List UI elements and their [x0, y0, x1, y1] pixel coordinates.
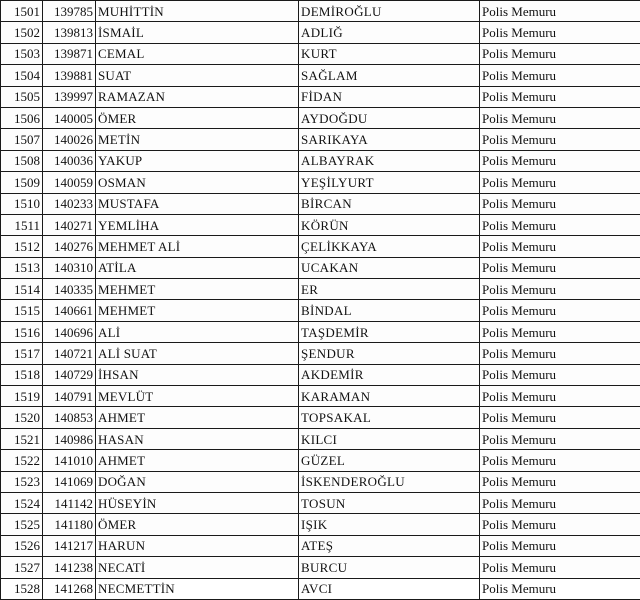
row-number-cell: 1501 [1, 1, 43, 22]
first-name-cell: ALİ [96, 321, 299, 342]
last-name-cell: TAŞDEMİR [299, 321, 480, 342]
title-cell: Polis Memuru [480, 257, 640, 278]
last-name-cell: ATEŞ [299, 535, 480, 556]
sicil-number-cell: 140729 [43, 364, 96, 385]
last-name-cell: AKDEMİR [299, 364, 480, 385]
first-name-cell: YAKUP [96, 150, 299, 171]
last-name-cell: ÇELİKKAYA [299, 236, 480, 257]
row-number-cell: 1522 [1, 450, 43, 471]
title-cell: Polis Memuru [480, 22, 640, 43]
first-name-cell: İSMAİL [96, 22, 299, 43]
table-row [1, 236, 640, 257]
title-cell: Polis Memuru [480, 321, 640, 342]
first-name-cell: ÖMER [96, 514, 299, 535]
sicil-number-cell: 140986 [43, 428, 96, 449]
table-row [1, 578, 640, 599]
title-cell: Polis Memuru [480, 193, 640, 214]
row-number-cell: 1505 [1, 86, 43, 107]
table-row [1, 364, 640, 385]
table-row [1, 300, 640, 321]
first-name-cell: METİN [96, 129, 299, 150]
row-number-cell: 1502 [1, 22, 43, 43]
table-row [1, 43, 640, 64]
title-cell: Polis Memuru [480, 492, 640, 513]
last-name-cell: ŞENDUR [299, 343, 480, 364]
row-number-cell: 1503 [1, 43, 43, 64]
table-row [1, 86, 640, 107]
sicil-number-cell: 140036 [43, 150, 96, 171]
title-cell: Polis Memuru [480, 129, 640, 150]
first-name-cell: ATİLA [96, 257, 299, 278]
sicil-number-cell: 140791 [43, 386, 96, 407]
last-name-cell: KARAMAN [299, 386, 480, 407]
last-name-cell: ER [299, 279, 480, 300]
first-name-cell: ALİ SUAT [96, 343, 299, 364]
row-number-cell: 1523 [1, 471, 43, 492]
row-number-cell: 1506 [1, 107, 43, 128]
title-cell: Polis Memuru [480, 150, 640, 171]
last-name-cell: ADLIĞ [299, 22, 480, 43]
sicil-number-cell: 139881 [43, 65, 96, 86]
first-name-cell: SUAT [96, 65, 299, 86]
last-name-cell: AYDOĞDU [299, 107, 480, 128]
sicil-number-cell: 141010 [43, 450, 96, 471]
last-name-cell: KURT [299, 43, 480, 64]
first-name-cell: AHMET [96, 407, 299, 428]
title-cell: Polis Memuru [480, 1, 640, 22]
row-number-cell: 1528 [1, 578, 43, 599]
last-name-cell: KILCI [299, 428, 480, 449]
table-row [1, 535, 640, 556]
row-number-cell: 1521 [1, 428, 43, 449]
title-cell: Polis Memuru [480, 343, 640, 364]
sicil-number-cell: 140271 [43, 214, 96, 235]
sicil-number-cell: 140026 [43, 129, 96, 150]
last-name-cell: FİDAN [299, 86, 480, 107]
row-number-cell: 1524 [1, 492, 43, 513]
first-name-cell: MEVLÜT [96, 386, 299, 407]
title-cell: Polis Memuru [480, 386, 640, 407]
table-row [1, 321, 640, 342]
row-number-cell: 1518 [1, 364, 43, 385]
sicil-number-cell: 140059 [43, 172, 96, 193]
first-name-cell: MUHİTTİN [96, 1, 299, 22]
title-cell: Polis Memuru [480, 172, 640, 193]
first-name-cell: İHSAN [96, 364, 299, 385]
first-name-cell: HARUN [96, 535, 299, 556]
row-number-cell: 1512 [1, 236, 43, 257]
last-name-cell: YEŞİLYURT [299, 172, 480, 193]
table-row [1, 129, 640, 150]
table-row [1, 107, 640, 128]
first-name-cell: CEMAL [96, 43, 299, 64]
table-row [1, 214, 640, 235]
table-row [1, 450, 640, 471]
table-row [1, 279, 640, 300]
sicil-number-cell: 139997 [43, 86, 96, 107]
first-name-cell: AHMET [96, 450, 299, 471]
first-name-cell: MEHMET [96, 279, 299, 300]
table-row [1, 150, 640, 171]
last-name-cell: TOPSAKAL [299, 407, 480, 428]
row-number-cell: 1513 [1, 257, 43, 278]
title-cell: Polis Memuru [480, 107, 640, 128]
first-name-cell: MEHMET ALİ [96, 236, 299, 257]
table-row [1, 257, 640, 278]
last-name-cell: BİRCAN [299, 193, 480, 214]
sicil-number-cell: 140853 [43, 407, 96, 428]
last-name-cell: IŞIK [299, 514, 480, 535]
table-row [1, 386, 640, 407]
sicil-number-cell: 139785 [43, 1, 96, 22]
row-number-cell: 1507 [1, 129, 43, 150]
first-name-cell: MEHMET [96, 300, 299, 321]
row-number-cell: 1526 [1, 535, 43, 556]
sicil-number-cell: 140696 [43, 321, 96, 342]
table-row [1, 65, 640, 86]
table-row [1, 343, 640, 364]
title-cell: Polis Memuru [480, 407, 640, 428]
sicil-number-cell: 140310 [43, 257, 96, 278]
title-cell: Polis Memuru [480, 364, 640, 385]
sicil-number-cell: 141238 [43, 557, 96, 578]
first-name-cell: HASAN [96, 428, 299, 449]
title-cell: Polis Memuru [480, 535, 640, 556]
first-name-cell: YEMLİHA [96, 214, 299, 235]
last-name-cell: ALBAYRAK [299, 150, 480, 171]
row-number-cell: 1519 [1, 386, 43, 407]
row-number-cell: 1514 [1, 279, 43, 300]
last-name-cell: DEMİROĞLU [299, 1, 480, 22]
row-number-cell: 1508 [1, 150, 43, 171]
title-cell: Polis Memuru [480, 578, 640, 599]
row-number-cell: 1525 [1, 514, 43, 535]
first-name-cell: NECATİ [96, 557, 299, 578]
sicil-number-cell: 140233 [43, 193, 96, 214]
title-cell: Polis Memuru [480, 471, 640, 492]
last-name-cell: TOSUN [299, 492, 480, 513]
last-name-cell: BURCU [299, 557, 480, 578]
sicil-number-cell: 141268 [43, 578, 96, 599]
sicil-number-cell: 140276 [43, 236, 96, 257]
row-number-cell: 1515 [1, 300, 43, 321]
row-number-cell: 1516 [1, 321, 43, 342]
table-row [1, 172, 640, 193]
row-number-cell: 1517 [1, 343, 43, 364]
personnel-table-body [1, 1, 640, 600]
last-name-cell: GÜZEL [299, 450, 480, 471]
sicil-number-cell: 141180 [43, 514, 96, 535]
row-number-cell: 1509 [1, 172, 43, 193]
table-row [1, 22, 640, 43]
table-row [1, 514, 640, 535]
sicil-number-cell: 140661 [43, 300, 96, 321]
row-number-cell: 1510 [1, 193, 43, 214]
first-name-cell: OSMAN [96, 172, 299, 193]
table-row [1, 492, 640, 513]
table-row [1, 1, 640, 22]
last-name-cell: SAĞLAM [299, 65, 480, 86]
last-name-cell: AVCI [299, 578, 480, 599]
last-name-cell: UCAKAN [299, 257, 480, 278]
row-number-cell: 1511 [1, 214, 43, 235]
last-name-cell: KÖRÜN [299, 214, 480, 235]
title-cell: Polis Memuru [480, 86, 640, 107]
title-cell: Polis Memuru [480, 65, 640, 86]
title-cell: Polis Memuru [480, 236, 640, 257]
last-name-cell: SARIKAYA [299, 129, 480, 150]
first-name-cell: RAMAZAN [96, 86, 299, 107]
sicil-number-cell: 140721 [43, 343, 96, 364]
table-row [1, 557, 640, 578]
table-row [1, 193, 640, 214]
sicil-number-cell: 141142 [43, 492, 96, 513]
row-number-cell: 1504 [1, 65, 43, 86]
table-row [1, 407, 640, 428]
title-cell: Polis Memuru [480, 214, 640, 235]
first-name-cell: HÜSEYİN [96, 492, 299, 513]
sicil-number-cell: 140005 [43, 107, 96, 128]
first-name-cell: NECMETTİN [96, 578, 299, 599]
title-cell: Polis Memuru [480, 43, 640, 64]
table-row [1, 428, 640, 449]
title-cell: Polis Memuru [480, 300, 640, 321]
table-row [1, 471, 640, 492]
sicil-number-cell: 140335 [43, 279, 96, 300]
first-name-cell: MUSTAFA [96, 193, 299, 214]
first-name-cell: DOĞAN [96, 471, 299, 492]
sicil-number-cell: 141217 [43, 535, 96, 556]
title-cell: Polis Memuru [480, 514, 640, 535]
sicil-number-cell: 139871 [43, 43, 96, 64]
row-number-cell: 1527 [1, 557, 43, 578]
title-cell: Polis Memuru [480, 450, 640, 471]
last-name-cell: BİNDAL [299, 300, 480, 321]
row-number-cell: 1520 [1, 407, 43, 428]
sicil-number-cell: 139813 [43, 22, 96, 43]
title-cell: Polis Memuru [480, 557, 640, 578]
title-cell: Polis Memuru [480, 428, 640, 449]
last-name-cell: İSKENDEROĞLU [299, 471, 480, 492]
first-name-cell: ÖMER [96, 107, 299, 128]
sicil-number-cell: 141069 [43, 471, 96, 492]
title-cell: Polis Memuru [480, 279, 640, 300]
